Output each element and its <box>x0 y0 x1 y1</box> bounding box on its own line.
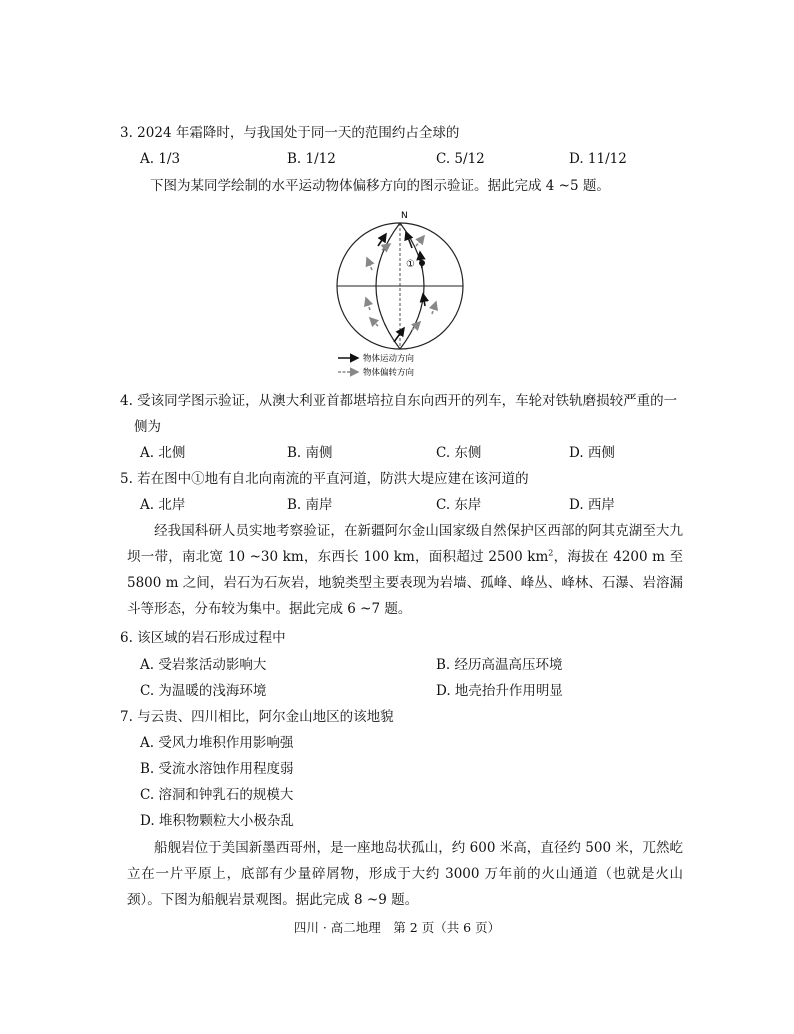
passage-8-9-text: 船舰岩位于美国新墨西哥州，是一座地岛状孤山，约 600 米高，直径约 500 米，兀然屹立在一片平原上，底部有少量碎屑物，形成于大约 3000 万年前的火山通道（也就是火山颈）。下图为船舰岩景观图。据此完成 8 ~9 题。 <box>127 840 683 908</box>
page-footer: 四川 · 高二地理 第 2 页（共 6 页） <box>293 920 501 935</box>
question-4-stem-line2: 侧为 <box>134 419 161 435</box>
question-4-option-d: D. 西侧 <box>569 445 615 461</box>
passage-6-7 <box>127 518 683 622</box>
passage-6-7-text-a: 经我国科研人员实地考察验证，在新疆阿尔金山国家级自然保护区西部的阿其克湖至大九坝一带，南北宽 10 ~30 km，东西长 100 km，面积超过 2500 km <box>127 523 683 565</box>
point-1-label: ① <box>406 259 415 270</box>
legend-motion-label: 物体运动方向 <box>363 354 415 364</box>
coriolis-figure <box>332 206 472 384</box>
passage-6-7-text-b: ，海拔在 4200 m 至 5800 m 之间，岩石为石灰岩，地貌类型主要表现为岩墙、孤峰、峰丛、峰林、石瀑、岩溶漏斗等形态，分布较为集中。据此完成 6 ~7 题。 <box>127 549 683 617</box>
question-6-stem: 6. 该区域的岩石形成过程中 <box>120 630 286 646</box>
motion-arrow-icon <box>394 328 404 342</box>
legend <box>338 353 415 378</box>
question-4-option-c: C. 东侧 <box>436 445 482 461</box>
north-label: N <box>401 211 408 221</box>
motion-arrow-icon <box>423 294 425 306</box>
intro-4-5: 下图为某同学绘制的水平运动物体偏移方向的图示验证。据此完成 4 ~5 题。 <box>150 178 610 194</box>
passage-8-9 <box>127 835 683 913</box>
legend-deflection-label: 物体偏转方向 <box>363 368 415 378</box>
question-3-option-a: A. 1/3 <box>140 151 181 167</box>
question-6-option-c: C. 为温暖的浅海环境 <box>140 683 267 699</box>
question-4-option-a: A. 北侧 <box>140 445 186 461</box>
deflection-arrow-icon <box>367 258 372 270</box>
question-6-option-a: A. 受岩浆活动影响大 <box>140 657 267 673</box>
question-5-option-c: C. 东岸 <box>436 497 482 513</box>
question-7-option-d: D. 堆积物颗粒大小极杂乱 <box>140 813 294 829</box>
motion-arrow-icon <box>378 234 386 246</box>
passage-6-7-sup: 2 <box>548 548 554 558</box>
question-3-stem: 3. 2024 年霜降时，与我国处于同一天的范围约占全球的 <box>120 125 460 141</box>
question-7-option-c: C. 溶洞和钟乳石的规模大 <box>140 787 294 803</box>
question-5-option-a: A. 北岸 <box>140 497 186 513</box>
question-5-option-d: D. 西岸 <box>569 497 615 513</box>
question-7-option-a: A. 受风力堆积作用影响强 <box>140 735 294 751</box>
question-7-stem: 7. 与云贵、四川相比，阿尔金山地区的该地貌 <box>120 709 394 725</box>
question-6-option-b: B. 经历高温高压环境 <box>436 657 563 673</box>
deflection-arrow-icon <box>416 236 424 246</box>
question-5-stem: 5. 若在图中①地有自北向南流的平直河道，防洪大堤应建在该河道的 <box>120 471 529 487</box>
question-3-option-d: D. 11/12 <box>569 151 627 167</box>
question-3-option-b: B. 1/12 <box>287 151 336 167</box>
deflection-arrow-icon <box>370 318 378 326</box>
deflection-arrow-icon <box>432 302 436 314</box>
deflection-arrow-icon <box>366 298 370 310</box>
question-3-option-c: C. 5/12 <box>436 151 485 167</box>
question-7-option-b: B. 受流水溶蚀作用程度弱 <box>140 761 294 777</box>
question-6-option-d: D. 地壳抬升作用明显 <box>436 683 563 699</box>
globe-outline <box>337 223 463 349</box>
question-4-stem-line1: 4. 受该同学图示验证，从澳大利亚首都堪培拉自东向西开的列车，车轮对铁轨磨损较严重的一 <box>120 393 678 409</box>
question-5-option-b: B. 南岸 <box>287 497 333 513</box>
question-4-option-b: B. 南侧 <box>287 445 333 461</box>
point-1-marker <box>419 260 425 266</box>
